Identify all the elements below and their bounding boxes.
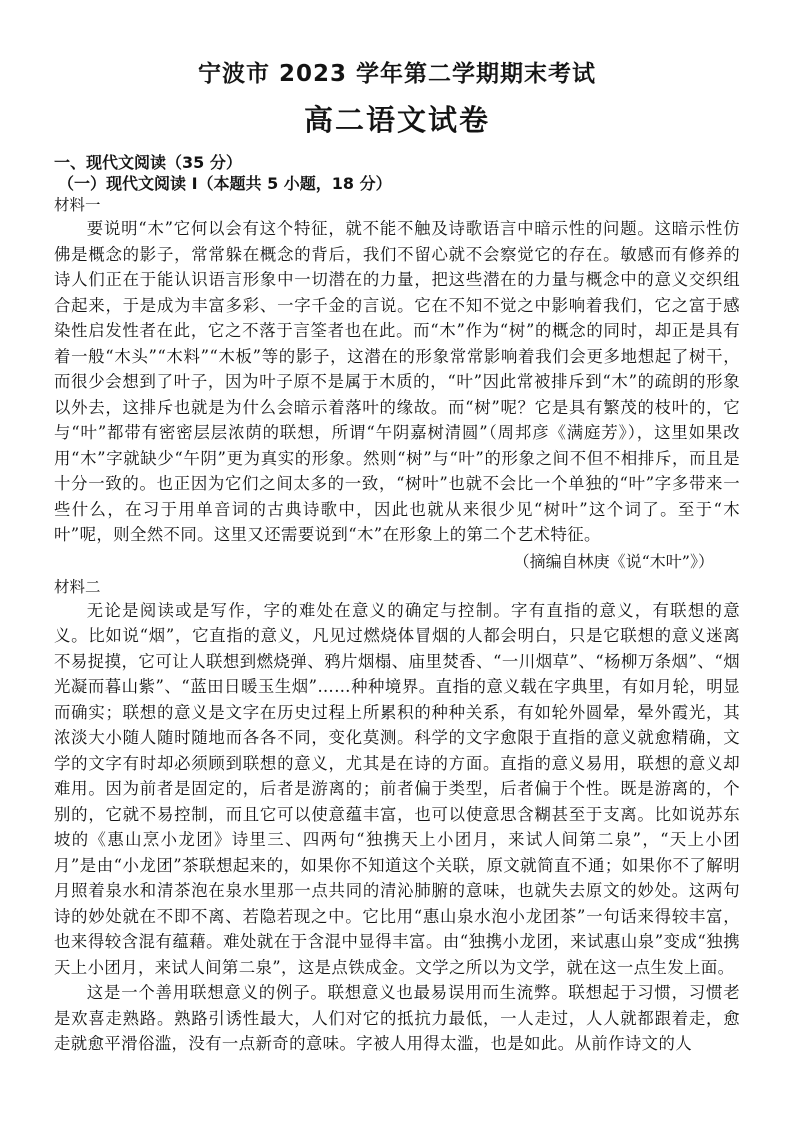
subsection-heading: （一）现代文阅读 I（本题共 5 小题，18 分） — [58, 174, 392, 193]
material-1-label: 材料一 — [54, 196, 101, 214]
material-1-source: （摘编自林庚《说“木叶”》） — [513, 551, 714, 571]
material-2-paragraph-1: 无论是阅读或是写作，字的难处在意义的确定与控制。字有直指的意义，有联想的意义。比如说“烟”，它直指的意义，凡见过燃烧体冒烟的人都会明白，只是它联想的意义迷离不易捉摸，它可让人联想到燃烧弹、鸦片烟榻、庙里焚香、“一川烟草”、“杨柳万条烟”、“烟光凝而暮山紫”、“蓝田日暖玉生烟”……种种境界。直指的意义载在字典里，有如月轮，明显而确实；联想的意义是文字在历史过程上所累积的种种关系，有如轮外圆晕，晕外霞光，其浓淡大小随人随时随地而各各不同，变化莫测。科学的文字愈限于直指的意义就愈精确，文学的文字有时却必须顾到联想的意义，尤其是在诗的方面。直指的意义易用，联想的意义却难用。因为前者是固定的，后者是游离的；前者偏于类型，后者偏于个性。既是游离的，个别的，它就不易控制，而且它可以使意蕴丰富，也可以使意思含糊甚至于支离。比如说苏东坡的《惠山烹小龙团》诗里三、四两句“独携天上小团月，来试人间第二泉”，“天上小团月”是由“小龙团”茶联想起来的，如果你不知道这个关联，原文就简直不通；如果你不了解明月照着泉水和清茶泡在泉水里那一点共同的清沁肺腑的意味，也就失去原文的妙处。这两句诗的妙处就在不即不离、若隐若现之中。它比用“惠山泉水泡小龙团茶”一句话来得较丰富，也来得较含混有蕴藉。难处就在于含混中显得丰富。由“独携小龙团，来试惠山泉”变成“独携天上小团月，来试人间第二泉”，这是点铁成金。文学之所以为文学，就在这一点生发上面。 — [54, 600, 740, 977]
material-2-paragraph-2: 这是一个善用联想意义的例子。联想意义也最易误用而生流弊。联想起于习惯，习惯老是欢喜走熟路。熟路引诱性最大，人们对它的抵抗力最低，一人走过，人人就都跟着走，愈走就愈平滑俗滥，没有一点新奇的意味。字被人用得太滥，也是如此。从前作诗文的人 — [54, 983, 740, 1053]
material-1-paragraph: 要说明“木”它何以会有这个特征，就不能不触及诗歌语言中暗示性的问题。这暗示性仿佛是概念的影子，常常躲在概念的背后，我们不留心就不会察觉它的存在。敏感而有修养的诗人们正在于能认识语言形象中一切潜在的力量，把这些潜在的力量与概念中的意义交织组合起来，于是成为丰富多彩、一字千金的言说。它在不知不觉之中影响着我们，它之富于感染性启发性者在此，它之不落于言筌者也在此。而“木”作为“树”的概念的同时，却正是具有着一般“木头”“木料”“木板”等的影子，这潜在的形象常常影响着我们会更多地想起了树干，而很少会想到了叶子，因为叶子原不是属于木质的，“叶”因此常被排斥到“木”的疏朗的形象以外去，这排斥也就是为什么会暗示着落叶的缘故。而“树”呢？它是具有繁茂的枝叶的，它与“叶”都带有密密层层浓荫的联想，所谓“午阴嘉树清圆”（周邦彦《满庭芳》），这里如果改用“木”字就缺少“午阴”更为真实的形象。然则“树”与“叶”的形象之间不但不相排斥，而且是十分一致的。也正因为它们之间太多的一致，“树叶”也就不会比一个单独的“叶”字多带来一些什么，在习于用单音词的古典诗歌中，因此也就从来很少见“树叶”这个词了。至于“木叶”呢，则全然不同。这里又还需要说到“木”在形象上的第二个艺术特征。 — [54, 219, 740, 544]
material-2-label: 材料二 — [54, 577, 101, 596]
exam-subtitle: 高二语文试卷 — [303, 103, 490, 137]
exam-title: 宁波市 2023 学年第二学期期末考试 — [197, 61, 597, 87]
section-heading: 一、现代文阅读（35 分） — [54, 153, 242, 172]
